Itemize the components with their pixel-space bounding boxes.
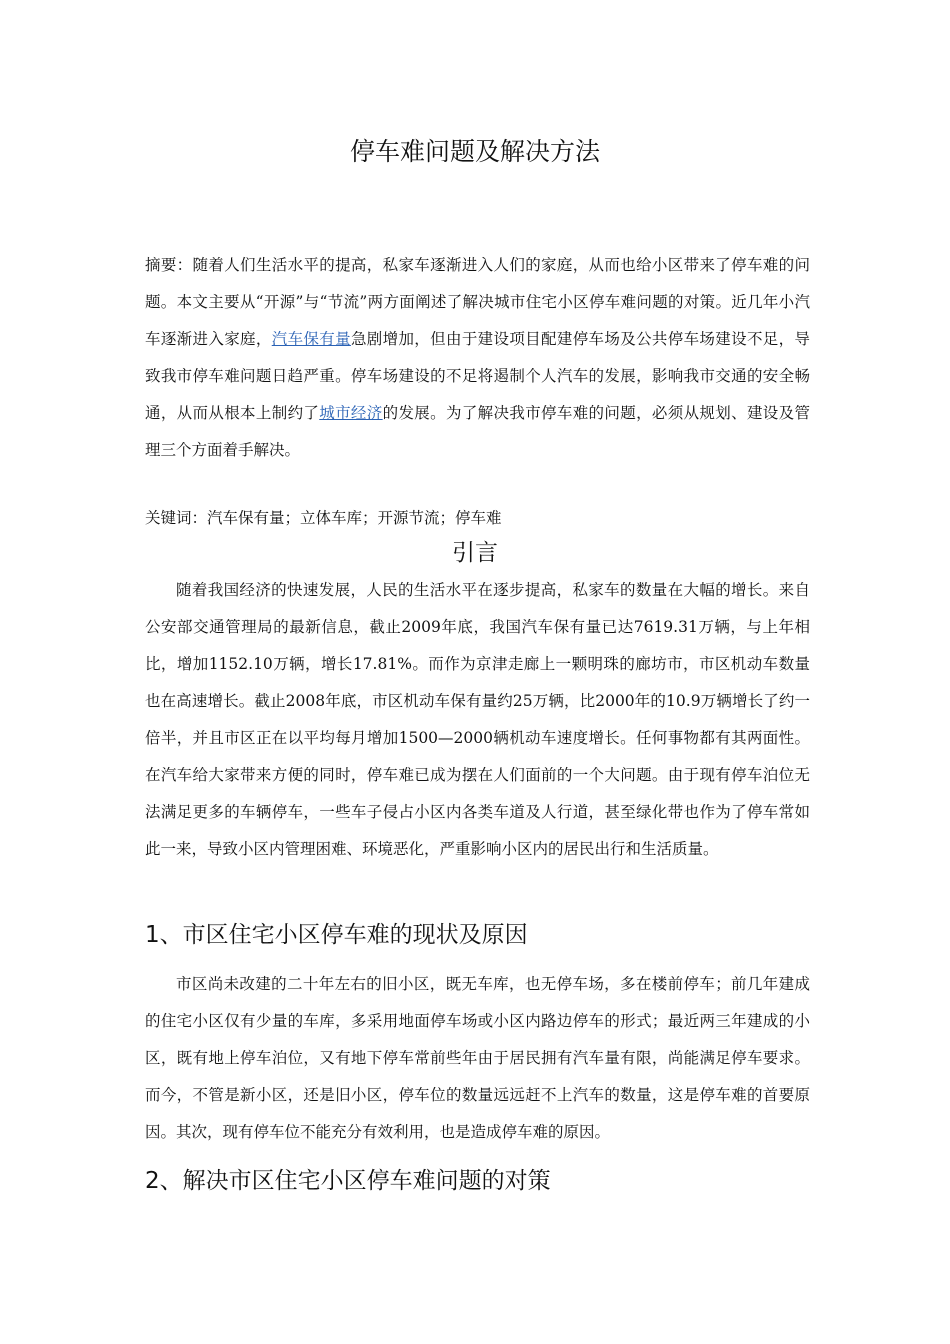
- section-2-heading: 2、解决市区住宅小区停车难问题的对策: [145, 1168, 551, 1194]
- document-title: 停车难问题及解决方法: [349, 137, 600, 166]
- link-car-ownership[interactable]: 汽车保有量: [271, 330, 351, 348]
- section-1-heading: 1、市区住宅小区停车难的现状及原因: [145, 922, 528, 948]
- abstract-paragraph: [145, 247, 810, 469]
- intro-paragraph: 随着我国经济的快速发展，人民的生活水平在逐步提高，私家车的数量在大幅的增长。来自公安部交通管理局的最新信息，截止2009年底，我国汽车保有量已达7619.31万辆，与上年相比，增加1152.10万辆，增长17.81%。而作为京津走廊上一颗明珠的廊坊市，市区机动车数量也在高速增长。截止2008年底，市区机动车保有量约25万辆，比2000年的10.9万辆增长了约一倍半，并且市区正在以平均每月增加1500—2000辆机动车速度增长。任何事物都有其两面性。在汽车给大家带来方便的同时，停车难已成为摆在人们面前的一个大问题。由于现有停车泊位无法满足更多的车辆停车，一些车子侵占小区内各类车道及人行道，甚至绿化带也作为了停车常如此一来，导致小区内管理困难、环境恶化，严重影响小区内的居民出行和生活质量。: [145, 581, 810, 858]
- intro-heading: 引言: [452, 540, 498, 566]
- link-urban-economy[interactable]: 城市经济: [319, 404, 383, 422]
- keywords-line: 关键词：汽车保有量；立体车库；开源节流；停车难: [145, 509, 502, 527]
- abstract-text-2: 急剧增加，但由于建设项目配建停车场及公共停车场建设不足，导致我市停车难问题日趋严重。停车场建设的不足将遏制个人汽车的发展，影响我市交通的安全畅通，从而从根本上制约了: [145, 330, 810, 422]
- abstract-text-3: 的发展。为了解决我市停车难的问题，必须从规划、建设及管理三个方面着手解决。: [145, 404, 810, 459]
- abstract-text-1: 摘要：随着人们生活水平的提高，私家车逐渐进入人们的家庭，从而也给小区带来了停车难的问题。本文主要从“开源”与“节流”两方面阐述了解决城市住宅小区停车难问题的对策。近几年小汽车逐渐进入家庭，: [145, 256, 810, 348]
- section-1-paragraph: 市区尚未改建的二十年左右的旧小区，既无车库，也无停车场，多在楼前停车；前几年建成的住宅小区仅有少量的车库，多采用地面停车场或小区内路边停车的形式；最近两三年建成的小区，既有地上停车泊位，又有地下停车常前些年由于居民拥有汽车量有限，尚能满足停车要求。而今，不管是新小区，还是旧小区，停车位的数量远远赶不上汽车的数量，这是停车难的首要原因。其次，现有停车位不能充分有效利用，也是造成停车难的原因。: [145, 975, 810, 1141]
